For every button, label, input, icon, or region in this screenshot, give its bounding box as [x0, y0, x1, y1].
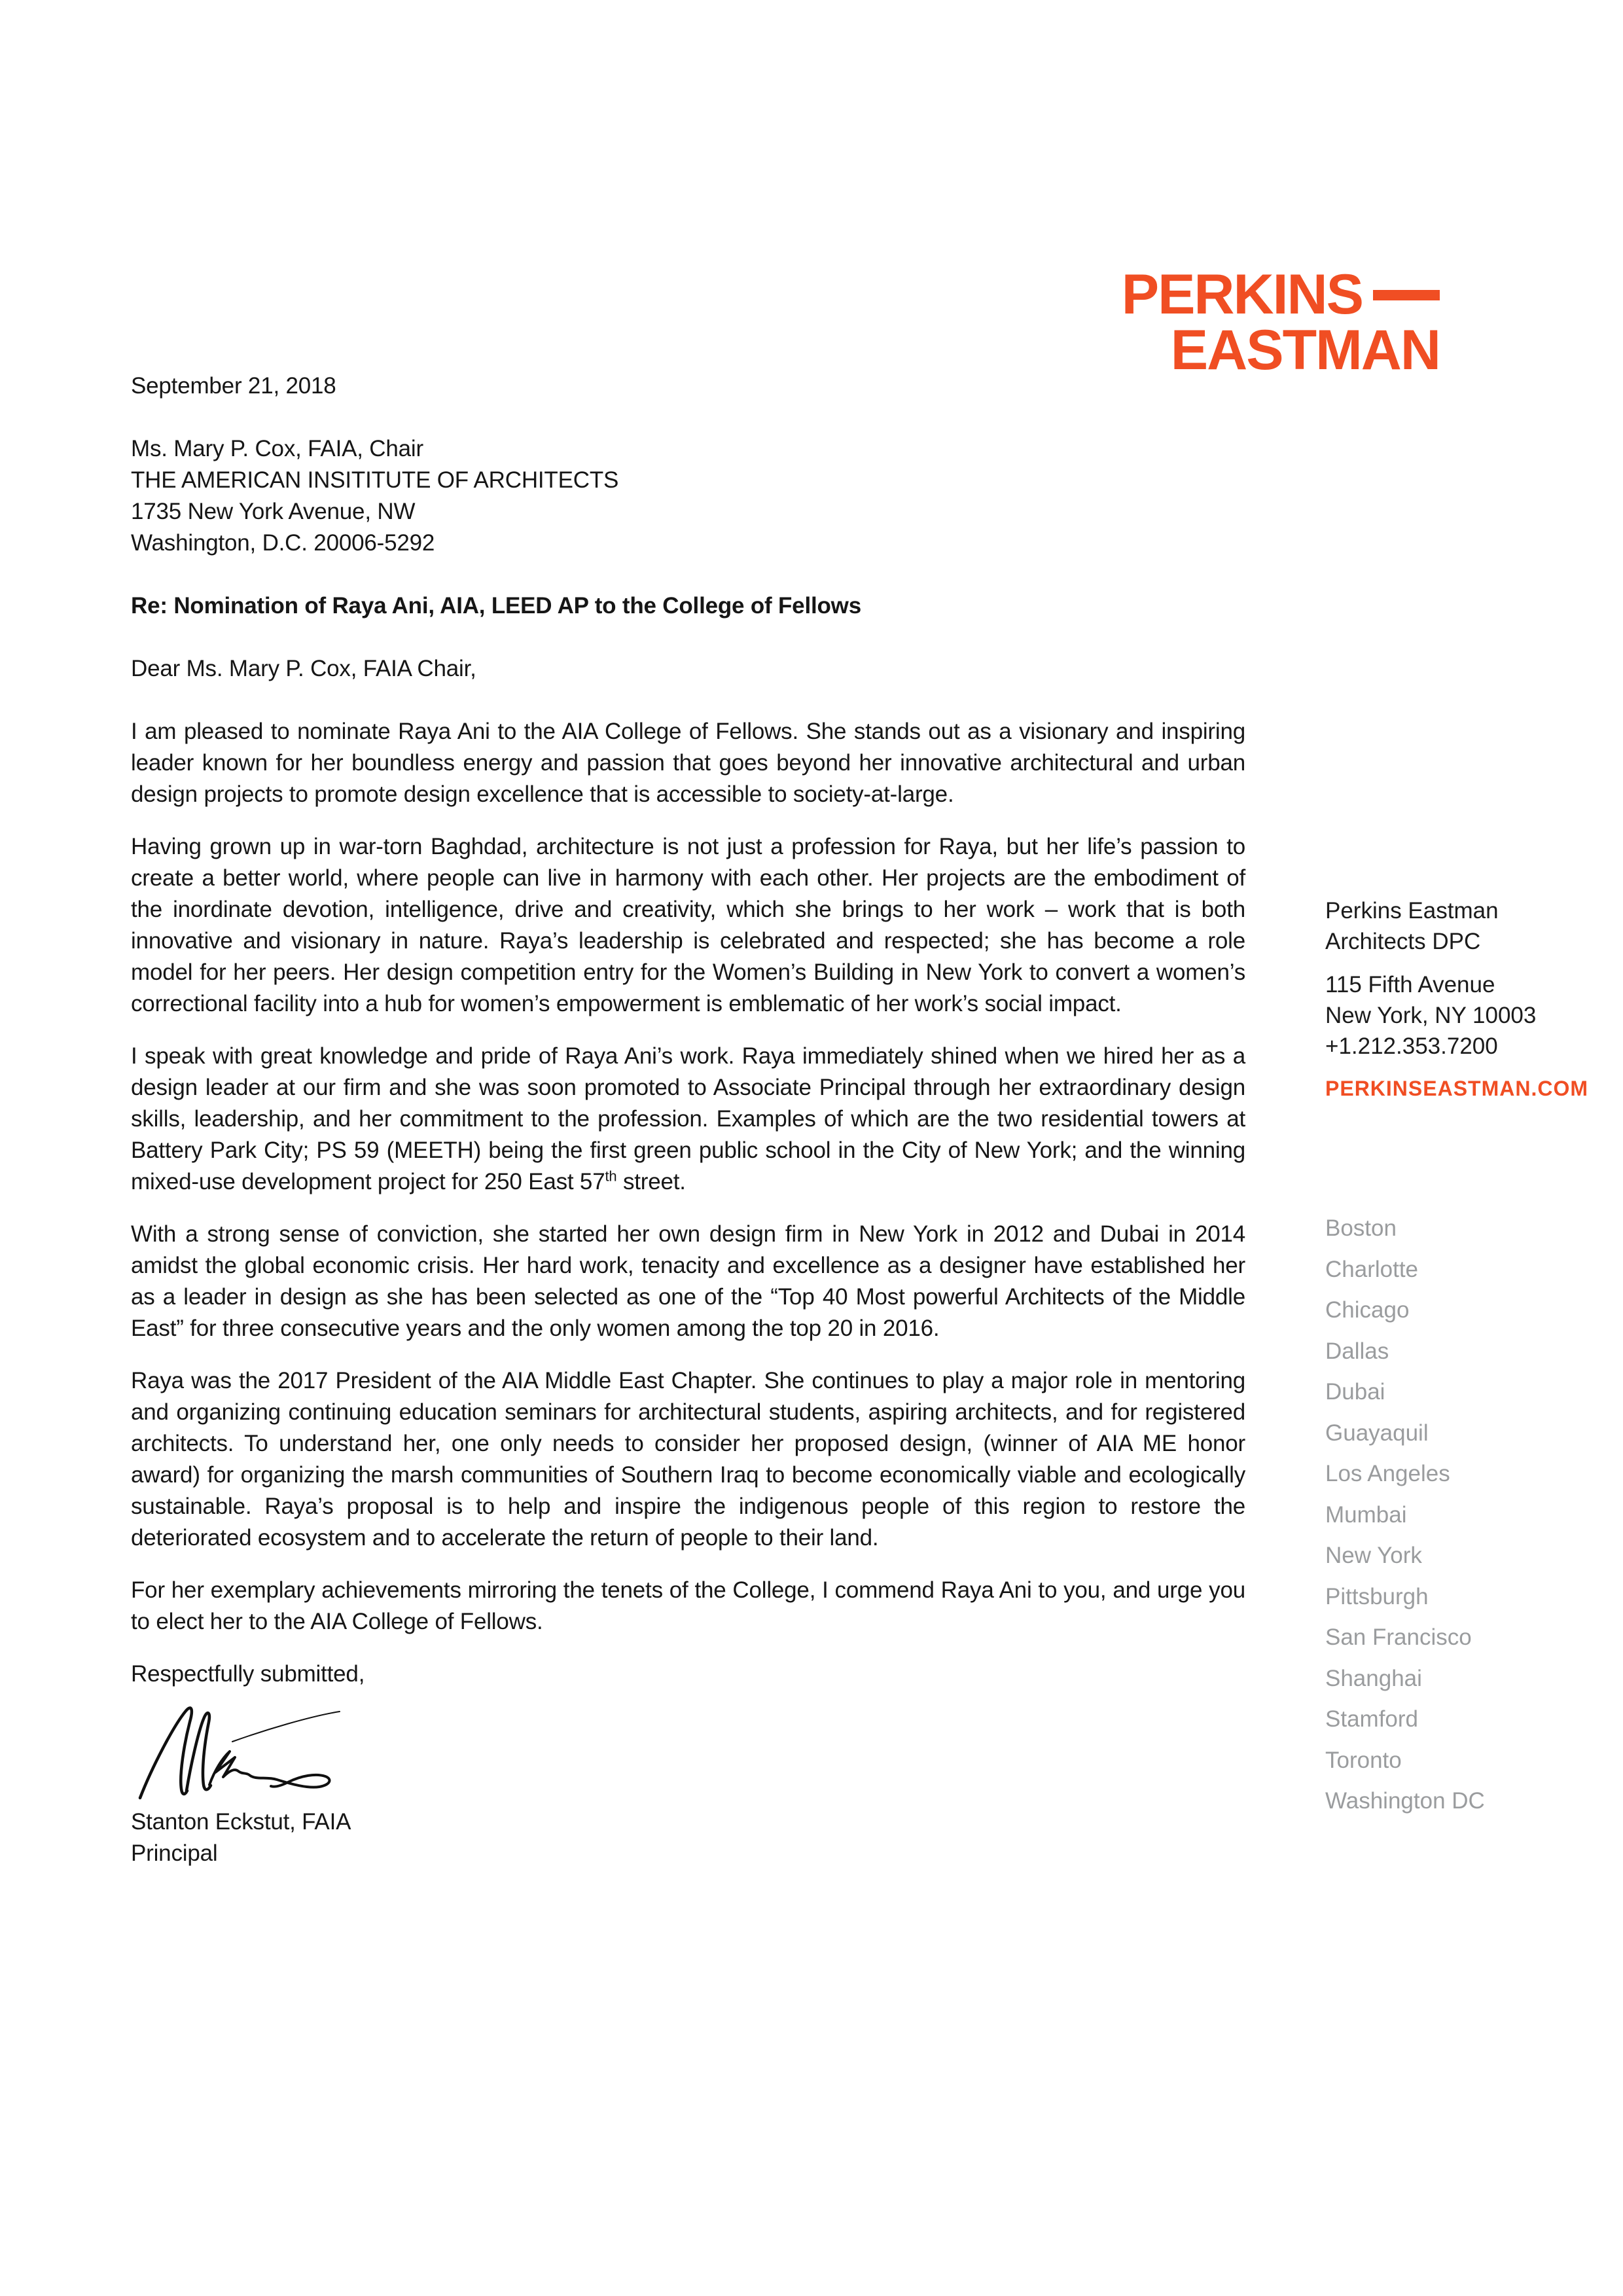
firm-phone: +1.212.353.7200	[1325, 1033, 1498, 1059]
closing-line: Respectfully submitted,	[131, 1661, 365, 1687]
signer-name: Stanton Eckstut, FAIA	[131, 1809, 351, 1835]
logo-dash-icon	[1373, 290, 1440, 300]
office-item: Charlotte	[1325, 1256, 1419, 1282]
recipient-city: Washington, D.C. 20006-5292	[131, 530, 435, 556]
office-item: Dubai	[1325, 1379, 1385, 1405]
office-item: New York	[1325, 1543, 1422, 1568]
firm-website-link[interactable]: PERKINSEASTMAN.COM	[1325, 1077, 1589, 1100]
salutation: Dear Ms. Mary P. Cox, FAIA Chair,	[131, 656, 476, 681]
office-item: Shanghai	[1325, 1665, 1422, 1691]
office-item: Washington DC	[1325, 1788, 1485, 1814]
recipient-street: 1735 New York Avenue, NW	[131, 499, 416, 524]
firm-name-line-1: Perkins Eastman	[1325, 898, 1499, 924]
office-item: San Francisco	[1325, 1624, 1472, 1650]
paragraph-3-ordinal: th	[605, 1168, 617, 1185]
firm-street: 115 Fifth Avenue	[1325, 972, 1495, 997]
sidebar-firm-address	[1325, 969, 1536, 1062]
recipient-organization: THE AMERICAN INSITITUTE OF ARCHITECTS	[131, 467, 619, 493]
paragraph-2: Having grown up in war-torn Baghdad, architecture is not just a profession for Raya, but her life’s passion to create a better world, where people can live in harmony with each other. Her projects are the embodiment of the inordinate devotion, intelligence, drive and creativity, which she brings to her work – work that is both innovative and visionary in nature. Raya’s leadership is celebrated and respected; she has become a role model for her peers. Her design competition entry for the Women’s Building in New York to convert a women’s correctional facility into a hub for women’s empowerment is emblematic of her work’s social impact.	[131, 834, 1245, 1016]
signer-title: Principal	[131, 1840, 218, 1866]
office-item: Los Angeles	[1325, 1461, 1450, 1486]
office-item: Chicago	[1325, 1297, 1410, 1323]
sidebar-firm-name	[1325, 895, 1499, 957]
office-item: Dallas	[1325, 1338, 1389, 1364]
logo-line-1	[1121, 263, 1440, 326]
subject-line: Re: Nomination of Raya Ani, AIA, LEED AP to the College of Fellows	[131, 593, 861, 619]
perkins-eastman-logo	[1121, 263, 1440, 382]
recipient-name: Ms. Mary P. Cox, FAIA, Chair	[131, 436, 423, 461]
signature-image	[131, 1703, 347, 1801]
office-item: Pittsburgh	[1325, 1583, 1429, 1609]
letter-date: September 21, 2018	[131, 373, 336, 399]
paragraph-3-tail: street.	[616, 1169, 686, 1194]
paragraph-4: With a strong sense of conviction, she started her own design firm in New York in 2012 and Dubai in 2014 amidst the global economic crisis. Her hard work, tenacity and excellence as a designer have established her as a leader in design as she has been selected as one of the “Top 40 Most powerful Architects of the Middle East” for three consecutive years and the only women among the top 20 in 2016.	[131, 1221, 1245, 1341]
firm-name-line-2: Architects DPC	[1325, 929, 1481, 954]
logo-word-eastman: EASTMAN	[1170, 319, 1440, 382]
recipient-address-block	[131, 433, 1245, 559]
office-item: Boston	[1325, 1215, 1397, 1241]
office-item: Toronto	[1325, 1747, 1402, 1773]
office-item: Stamford	[1325, 1706, 1418, 1732]
logo-word-perkins: PERKINS	[1121, 263, 1363, 326]
paragraph-5: Raya was the 2017 President of the AIA Middle East Chapter. She continues to play a major role in mentoring and organizing continuing education seminars for architectural students, aspiring architects, and for registered architects. To understand her, one only needs to consider her proposed design, (winner of AIA ME honor award) for organizing the marsh communities of Southern Iraq to become economically viable and ecologically sustainable. Raya’s proposal is to help and inspire the indigenous people of this region to restore the deteriorated ecosystem and to accelerate the return of people to their land.	[131, 1368, 1245, 1551]
paragraph-3	[131, 1041, 1245, 1198]
signature-svg	[131, 1703, 347, 1801]
paragraph-1: I am pleased to nominate Raya Ani to the AIA College of Fellows. She stands out as a visionary and inspiring leader known for her boundless energy and passion that goes beyond her innovative architectural and urban design projects to promote design excellence that is accessible to society-at-large.	[131, 719, 1245, 807]
office-locations-list	[1325, 1208, 1485, 1822]
firm-city: New York, NY 10003	[1325, 1003, 1537, 1028]
office-item: Mumbai	[1325, 1501, 1407, 1528]
paragraph-6: For her exemplary achievements mirroring the tenets of the College, I commend Raya Ani to you, and urge you to elect her to the AIA College of Fellows.	[131, 1577, 1245, 1634]
letter-body	[131, 370, 1245, 1869]
paragraph-3-text: I speak with great knowledge and pride of Raya Ani’s work. Raya immediately shined when we hired her as a design leader at our firm and she was soon promoted to Associate Principal through her extraordinary design skills, leadership, and her commitment to the profession. Examples of which are the two residential towers at Battery Park City; PS 59 (MEETH) being the first green public school in the City of New York; and the winning mixed-use development project for 250 East 57	[131, 1043, 1245, 1194]
office-item: Guayaquil	[1325, 1420, 1429, 1446]
